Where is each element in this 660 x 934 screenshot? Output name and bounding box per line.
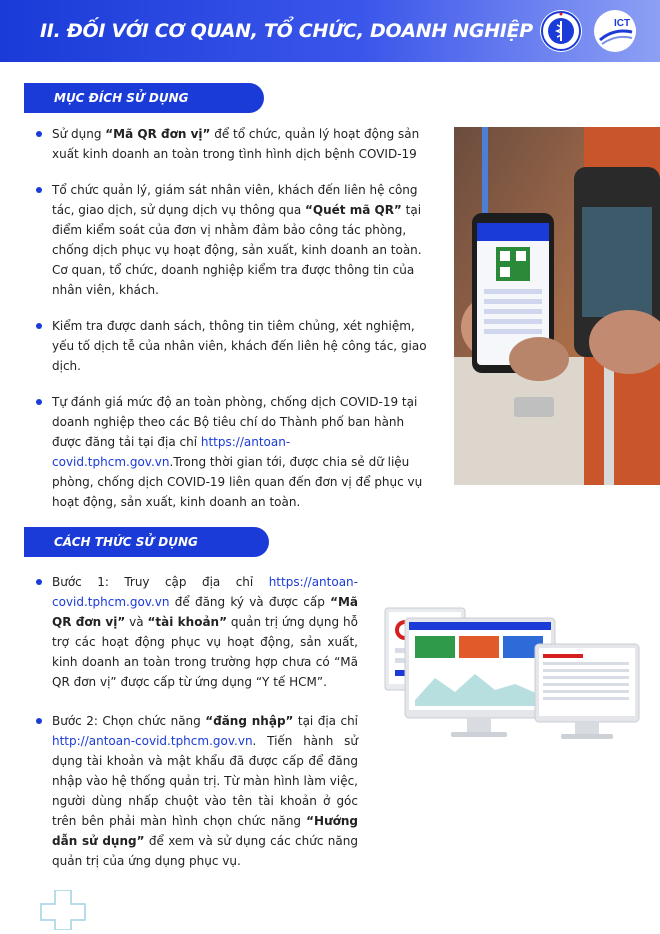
text-span: quản trị ứng dụng hỗ trợ các hoạt động phục vụ hoạt động, sản xuất, kinh doanh an toàn trong trường hợp chưa có “Mã QR đơn vị” được cấp từ ứng dụng “Y tế HCM”. — [52, 615, 358, 689]
list-item — [36, 392, 431, 512]
bold-text: “Mã QR đơn vị” — [105, 127, 211, 141]
text-span: Bước 1: Truy cập địa chỉ — [52, 575, 269, 589]
website-link[interactable]: https://antoan-covid.tphcm.gov.vn — [52, 435, 291, 469]
phone-qr-photo — [454, 127, 660, 485]
website-link[interactable]: https://antoan-covid.tphcm.gov.vn — [52, 575, 358, 609]
bold-text: “Mã QR đơn vị” — [52, 595, 358, 629]
text-span: Kiểm tra được danh sách, thông tin tiêm chủng, xét nghiệm, yếu tố dịch tễ của nhân viên, khách đến liên hệ công tác, giao dịch. — [52, 319, 427, 373]
bullet-icon — [36, 399, 42, 405]
bold-text: “tài khoản” — [147, 615, 227, 629]
bold-text: “Quét mã QR” — [305, 203, 402, 217]
list-item — [36, 711, 358, 871]
section-heading-purpose — [24, 83, 264, 113]
text-span: để xem và sử dụng các chức năng quản trị của ứng dụng phục vụ. — [52, 834, 358, 868]
text-span: Tự đánh giá mức độ an toàn phòng, chống dịch COVID-19 tại doanh nghiệp theo các Bộ tiêu chí do Thành phố ban hành được đăng tải tại địa chỉ — [52, 395, 418, 449]
section-heading-purpose-label: MỤC ĐÍCH SỬ DỤNG — [54, 91, 189, 105]
text-span: tại điểm kiểm soát của đơn vị nhằm đảm bảo công tác phòng, chống dịch phục vụ hoạt động, sản xuất, kinh doanh an toàn. Cơ quan, tổ chức, doanh nghiệp kiểm tra được thông tin của nhân viên, khách. — [52, 203, 422, 297]
ict-logo — [594, 10, 636, 52]
header-bar — [0, 0, 660, 62]
text-span: để tổ chức, quản lý hoạt động sản xuất kinh doanh an toàn trong tình hình dịch bệnh COVID-19 — [52, 127, 420, 161]
text-span: tại địa chỉ — [293, 714, 359, 728]
text-span: để đăng ký và được cấp — [169, 595, 331, 609]
section-heading-usage-label: CÁCH THỨC SỬ DỤNG — [54, 535, 198, 549]
website-link[interactable]: http://antoan-covid.tphcm.gov.vn — [52, 734, 253, 748]
text-span: Bước 2: Chọn chức năng — [52, 714, 206, 728]
bullet-icon — [36, 131, 42, 137]
text-span: Tổ chức quản lý, giám sát nhân viên, khách đến liên hệ công tác, giao dịch, sử dụng dịch vụ thông qua — [52, 183, 418, 217]
list-item — [36, 180, 431, 300]
list-item — [36, 572, 358, 692]
usage-steps-list — [36, 572, 358, 871]
page-title: II. ĐỐI VỚI CƠ QUAN, TỔ CHỨC, DOANH NGHIỆP — [40, 20, 533, 42]
ministry-health-logo — [540, 10, 582, 52]
bullet-icon — [36, 579, 42, 585]
admin-screens-illustration — [375, 600, 645, 750]
list-item — [36, 124, 431, 164]
list-item — [36, 316, 431, 376]
text-span: . Tiến hành sử dụng tài khoản và mật khẩu đã được cấp để đăng nhập vào hệ thống quản trị. Từ màn hình làm việc, người dùng nhấp chuột vào tên tài khoản ở góc trên bên phải màn hình chọn chức năng — [52, 734, 358, 828]
section-heading-usage — [24, 527, 269, 557]
text-span: Sử dụng — [52, 127, 106, 141]
bold-text: “Hướng dẫn sử dụng” — [52, 814, 358, 848]
text-span: .Trong thời gian tới, được chia sẻ dữ liệu phòng, chống dịch COVID-19 liên quan đến đơn vị để phục vụ hoạt động, sản xuất, kinh doanh an toàn. — [52, 455, 423, 509]
bullet-icon — [36, 187, 42, 193]
bold-text: “đăng nhập” — [205, 714, 294, 728]
bullet-icon — [36, 718, 42, 724]
text-span: và — [125, 615, 148, 629]
ict-logo-text: ICT — [614, 18, 631, 29]
bullet-icon — [36, 323, 42, 329]
purpose-list — [36, 124, 431, 512]
medical-cross-icon — [40, 890, 86, 934]
